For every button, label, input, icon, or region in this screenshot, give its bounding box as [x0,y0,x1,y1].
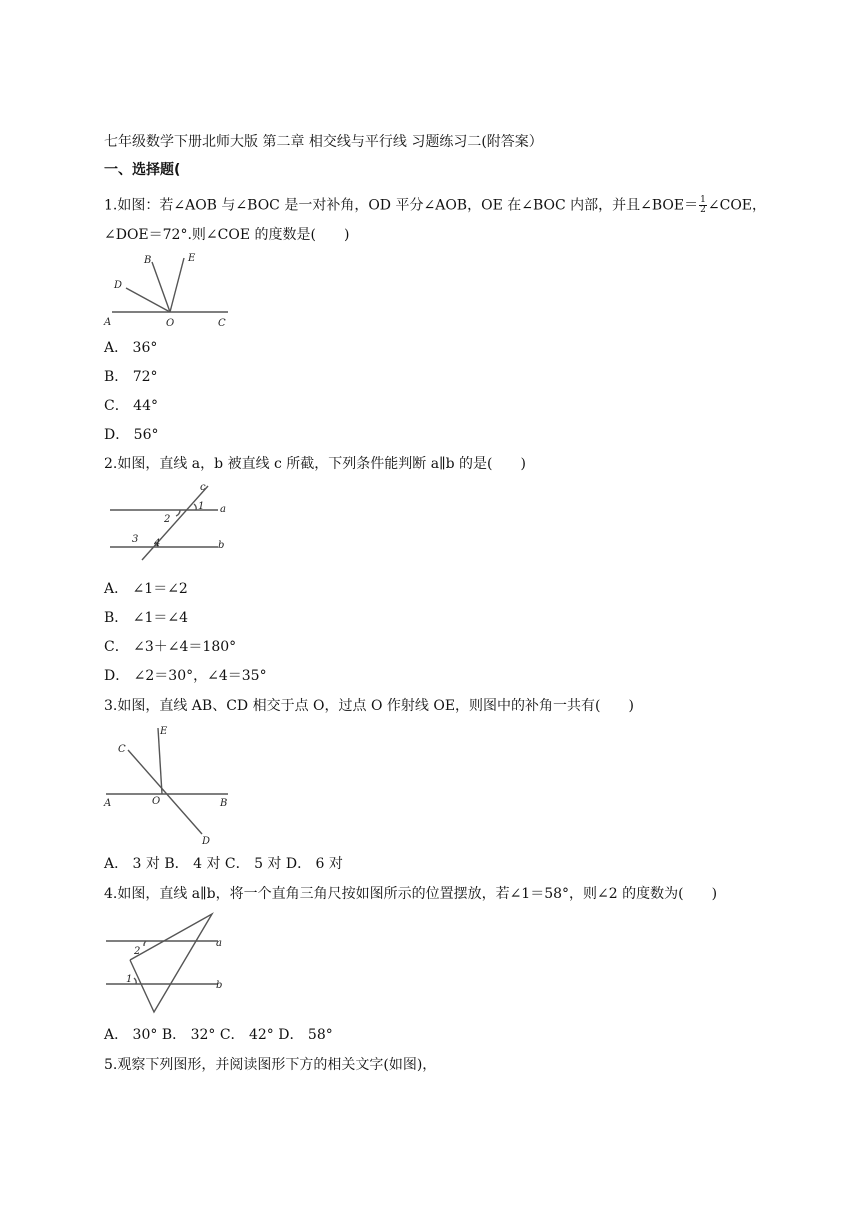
question-1-option-d: D． 56° [104,427,159,443]
question-1-option-a: A． 36° [104,340,158,356]
label-3: 3 [132,534,139,545]
question-1-line-1 [104,196,766,215]
question-2-option-d: D． ∠2＝30°，∠4＝35° [104,668,267,684]
fraction-one-half [699,196,707,215]
triangle-ruler [130,914,212,1012]
angle-1-arc [194,504,196,510]
question-4-figure [100,908,240,1016]
question-3-text: 3.如图，直线 AB、CD 相交于点 O，过点 O 作射线 OE，则图中的补角一共有( ) [104,698,634,714]
question-2-option-a: A． ∠1＝∠2 [104,581,188,597]
document-title: 七年级数学下册北师大版 第二章 相交线与平行线 习题练习二(附答案） [104,134,543,150]
question-1-text-a: 1.如图：若∠AOB 与∠BOC 是一对补角，OD 平分∠AOB，OE 在∠BOC 内部，并且∠BOE＝ [104,197,699,214]
fraction-numerator: 1 [700,195,706,205]
question-3-figure [100,722,240,847]
label-e: E [160,726,168,737]
question-4-text: 4.如图，直线 a∥b，将一个直角三角尺按如图所示的位置摆放，若∠1＝58°，则∠2 的度数为( ) [104,886,718,902]
question-1-figure [100,250,240,330]
label-c: C [118,744,126,755]
fraction-denominator: 2 [700,205,706,215]
label-a: a [216,938,222,949]
question-1-text-b: ∠COE， [707,197,767,214]
ray-ob [152,262,170,312]
angle-2-arc [176,510,180,516]
angle-1-arc [134,978,136,984]
ray-od [126,288,170,312]
question-1-option-b: B． 72° [104,369,158,385]
label-b: b [216,980,223,991]
question-5-text: 5.观察下列图形，并阅读图形下方的相关文字(如图)， [104,1057,437,1073]
line-c [142,486,208,560]
label-b: b [218,540,225,551]
label-a: A [104,317,112,328]
label-e: E [188,253,196,264]
angle-2-arc [144,941,146,946]
label-2: 2 [134,946,141,957]
label-1: 1 [126,974,133,985]
question-4-options: A． 30° B． 32° C． 42° D． 58° [104,1027,333,1043]
label-a: A [104,798,112,809]
label-c: C [218,318,226,329]
ray-oe [170,258,184,312]
question-2-text: 2.如图，直线 a，b 被直线 c 所截，下列条件能判断 a∥b 的是( ) [104,456,526,472]
question-2-option-c: C． ∠3＋∠4＝180° [104,639,237,655]
question-2-option-b: B． ∠1＝∠4 [104,610,189,626]
label-c: c [200,482,206,493]
label-4: 4 [154,538,161,549]
section-heading: 一、选择题( [104,162,181,178]
label-1: 1 [198,501,205,512]
label-o: O [152,796,161,807]
label-d: D [114,280,123,291]
label-b: B [144,255,152,266]
question-1-option-c: C． 44° [104,398,158,414]
line-cd [128,750,202,834]
label-o: O [166,318,175,329]
question-1-line-2: ∠DOE＝72°.则∠COE 的度数是( ) [104,227,350,243]
question-3-options: A． 3 对 B． 4 对 C． 5 对 D． 6 对 [104,856,343,872]
label-2: 2 [164,514,171,525]
label-d: D [202,836,211,847]
label-a: a [220,504,226,515]
question-2-figure [100,480,240,570]
label-b: B [220,798,228,809]
